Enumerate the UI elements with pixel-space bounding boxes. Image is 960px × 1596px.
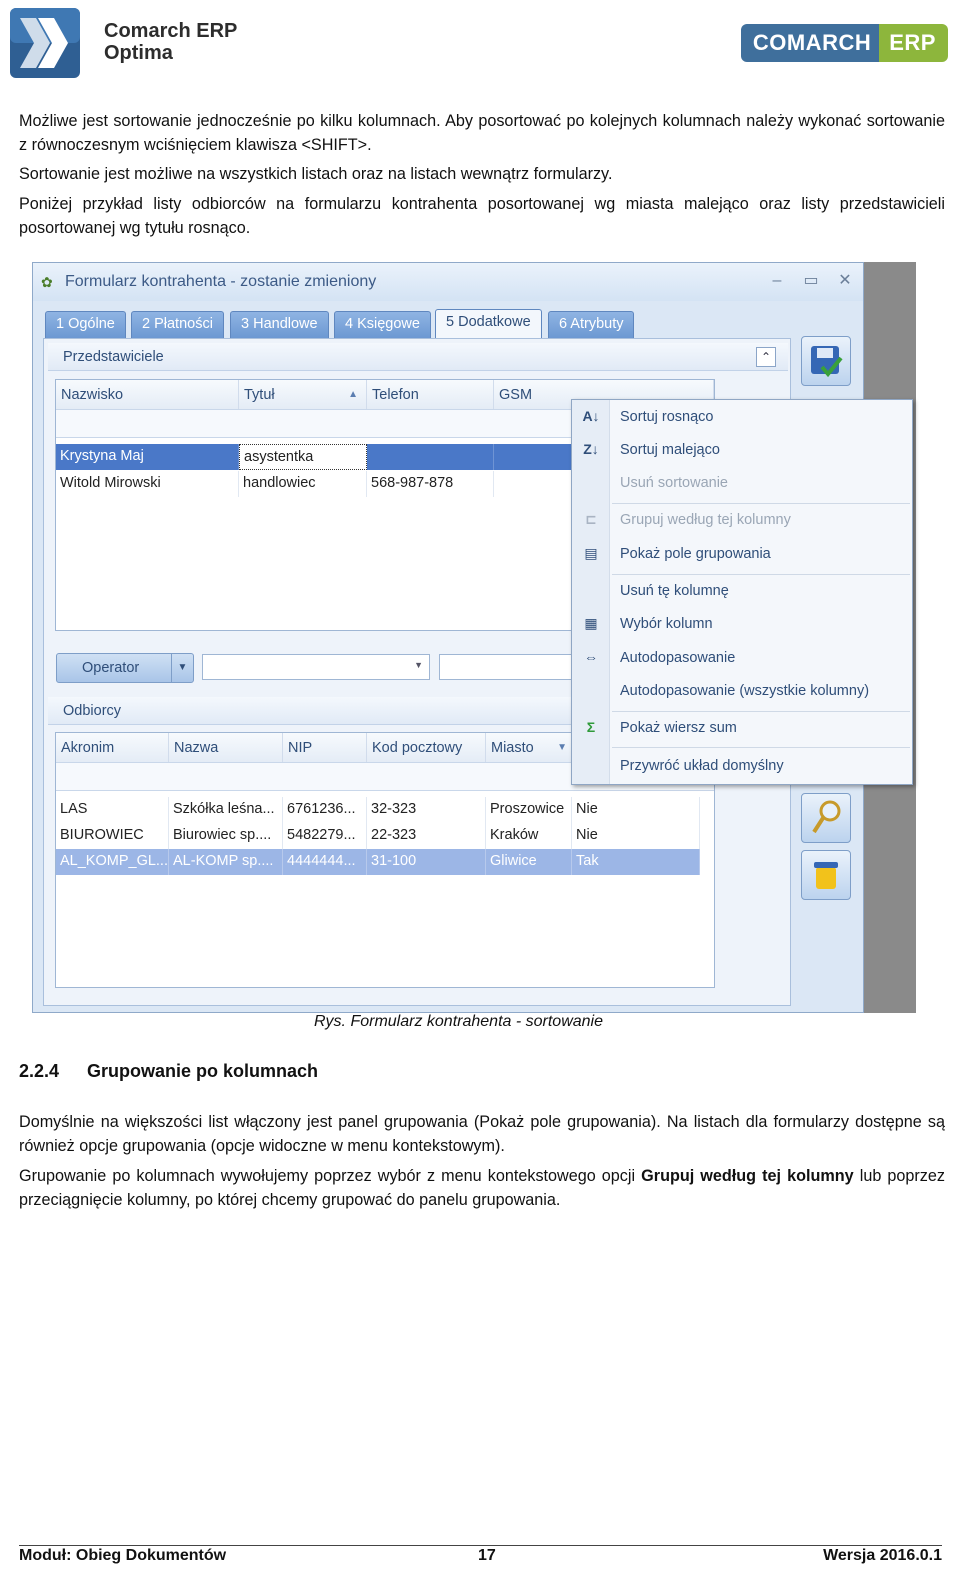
menu-item-label: Przywróć układ domyślny [620,758,784,774]
table-cell: Kraków [486,823,572,849]
representatives-header [48,343,788,371]
column-header[interactable]: Nazwa [169,733,283,762]
column-header[interactable]: Kod pocztowy [367,733,486,762]
column-header-label: Tytuł [244,387,275,403]
table-row[interactable] [56,797,700,823]
comarch-erp-brand-logo [741,24,948,62]
menu-separator [612,574,910,575]
table-row[interactable] [56,823,700,849]
table-cell: Krystyna Maj [56,444,239,470]
footer-page-number: 17 [478,1547,496,1564]
operator-button[interactable] [56,653,194,683]
tab-dodatkowe[interactable]: 5 Dodatkowe [435,309,542,339]
tab-handlowe[interactable]: 3 Handlowe [230,311,329,338]
menu-item-label: Wybór kolumn [620,616,713,632]
tab-platnosci[interactable]: 2 Płatności [131,311,224,338]
product-line-1: Comarch ERP [104,20,238,42]
section-heading [19,1061,318,1082]
section-number: 2.2.4 [19,1061,60,1081]
table-cell: Gliwice [486,849,572,875]
table-cell: handlowiec [239,471,367,497]
figure-caption: Rys. Formularz kontrahenta - sortowanie [314,1013,603,1030]
group-by-icon: ⊏ [585,511,597,527]
menu-item-label: Pokaż wiersz sum [620,720,737,736]
sort-descending-icon: ▼ [557,742,567,753]
column-header[interactable]: NIP [283,733,367,762]
table-cell: Nie [572,823,700,849]
sort-ascending-icon: A↓ [582,408,600,424]
menu-item-label: Autodopasowanie (wszystkie kolumny) [620,683,870,699]
table-cell: Nie [572,797,700,823]
delete-button[interactable] [801,850,851,900]
tab-atrybuty[interactable]: 6 Atrybuty [548,311,634,338]
section-title: Grupowanie po kolumnach [87,1061,319,1081]
sum-icon: Σ [586,719,596,735]
menu-item-label: Pokaż pole grupowania [620,546,771,562]
menu-separator [612,503,910,504]
column-header[interactable]: Nazwisko [56,380,239,409]
table-cell: 32-323 [367,797,486,823]
sort-descending-icon: Z↓ [583,441,599,457]
window-titlebar [33,263,863,301]
table-cell: AL-KOMP sp.... [169,849,283,875]
menu-item-label: Usuń tę kolumnę [620,583,729,599]
window-title: Formularz kontrahenta - zostanie zmieniony [65,273,377,290]
column-header[interactable]: Akronim [56,733,169,762]
menu-item-clear-sort[interactable] [572,469,912,499]
column-header-sorted[interactable] [239,380,367,409]
product-line-2: Optima [104,42,173,64]
form-icon: ✿ [41,274,53,290]
tab-ogolne[interactable]: 1 Ogólne [45,311,126,338]
footer-divider [19,1545,942,1546]
maximize-icon[interactable]: ▭ [803,272,819,289]
save-icon [802,337,850,385]
trash-icon [802,851,850,899]
footer-version: Wersja 2016.0.1 [823,1547,942,1564]
group-panel-icon: ▤ [584,545,598,561]
chevron-down-icon: ▼ [414,660,423,670]
table-cell: 568-987-878 [367,471,494,497]
menu-item-sort-descending[interactable] [572,436,912,466]
column-header-label: Miasto [491,740,534,756]
menu-separator [612,711,910,712]
menu-item-show-sum-row[interactable] [572,714,912,744]
table-cell: LAS [56,797,169,823]
minimize-icon[interactable]: – [772,272,782,289]
operator-combo[interactable] [202,654,430,680]
paragraph-2: Sortowanie jest możliwe na wszystkich listach oraz na listach wewnątrz formularzy. [19,165,613,183]
menu-item-group-by-column[interactable] [572,506,912,536]
menu-item-autofit[interactable] [572,644,912,674]
operator-field[interactable] [439,654,574,680]
table-cell: Proszowice [486,797,572,823]
chevron-down-icon[interactable]: ▼ [171,654,193,682]
close-icon[interactable]: ✕ [838,272,852,289]
product-name [104,20,237,64]
representatives-title: Przedstawiciele [63,349,164,365]
table-cell: Witold Mirowski [56,471,239,497]
table-cell [367,444,494,470]
table-cell: 22-323 [367,823,486,849]
operator-label: Operator [82,660,140,676]
collapse-icon[interactable]: ⌃ [756,347,776,367]
table-cell: BIUROWIEC [56,823,169,849]
paragraph-5-bold: Grupuj według tej kolumny [641,1167,854,1185]
table-cell: 5482279... [283,823,367,849]
comarch-logo-icon [10,8,80,78]
context-menu [571,399,913,785]
column-header[interactable]: Telefon [367,380,494,409]
menu-item-label: Sortuj rosnąco [620,409,714,425]
footer-module: Moduł: Obieg Dokumentów [19,1547,227,1564]
paragraph-5-text-end: lub poprzez przeciągnięcie kolumny, po której chcemy grupować do panelu grupowania. [19,1167,945,1209]
paragraph-5-text: Grupowanie po kolumnach wywołujemy poprzez wybór z menu kontekstowego opcji [19,1167,642,1185]
column-chooser-icon: ▦ [584,615,598,631]
table-cell: 6761236... [283,797,367,823]
brand-left: COMARCH [741,24,879,62]
menu-item-label: Usuń sortowanie [620,475,728,491]
table-row[interactable] [56,849,700,875]
menu-item-restore-default-layout[interactable] [572,752,912,782]
table-cell: Tak [572,849,700,875]
figure-screenshot [32,262,916,1013]
search-button[interactable] [801,793,851,843]
menu-item-remove-column[interactable] [572,577,912,607]
menu-item-sort-ascending[interactable] [572,403,912,433]
paragraph-1: Możliwe jest sortowanie jednocześnie po kilku kolumnach. Aby posortować po kolejnych kolumnach należy wykonać sortowanie z równoczesnym wciśnięciem klawisza <SHIFT>. [19,112,945,154]
menu-item-show-group-panel[interactable] [572,540,912,570]
recipients-title: Odbiorcy [63,703,122,719]
magnifier-icon [802,794,850,842]
menu-item-label: Autodopasowanie [620,650,736,666]
table-cell: asystentka [239,444,367,470]
table-cell: Biurowiec sp.... [169,823,283,849]
sort-ascending-icon: ▲ [348,389,358,400]
tab-ksiegowe[interactable]: 4 Księgowe [334,311,431,338]
paragraph-4: Domyślnie na większości list włączony jest panel grupowania (Pokaż pole grupowania). Na listach dla formularzy dostępne są również opcje grupowania (opcje widoczne w menu kontekstowym). [19,1113,945,1155]
save-button[interactable] [801,336,851,386]
paragraph-3: Poniżej przykład listy odbiorców na formularzu kontrahenta posortowanej wg miasta malejąco oraz listy przedstawicieli posortowanej wg tytułu rosnąco. [19,195,945,237]
paragraph-5 [19,1164,945,1212]
menu-item-column-chooser[interactable] [572,610,912,640]
column-header[interactable]: GSM [494,380,714,409]
menu-item-label: Sortuj malejąco [620,442,720,458]
autofit-icon: ⇔ [584,649,598,665]
table-cell: 31-100 [367,849,486,875]
brand-right: ERP [879,24,948,62]
table-cell: 4444444... [283,849,367,875]
menu-separator [612,747,910,748]
menu-item-autofit-all[interactable] [572,677,912,707]
menu-item-label: Grupuj według tej kolumny [620,512,791,528]
column-header-sorted[interactable] [486,733,572,762]
table-cell: AL_KOMP_GL... [56,849,169,875]
table-cell: Szkółka leśna... [169,797,283,823]
